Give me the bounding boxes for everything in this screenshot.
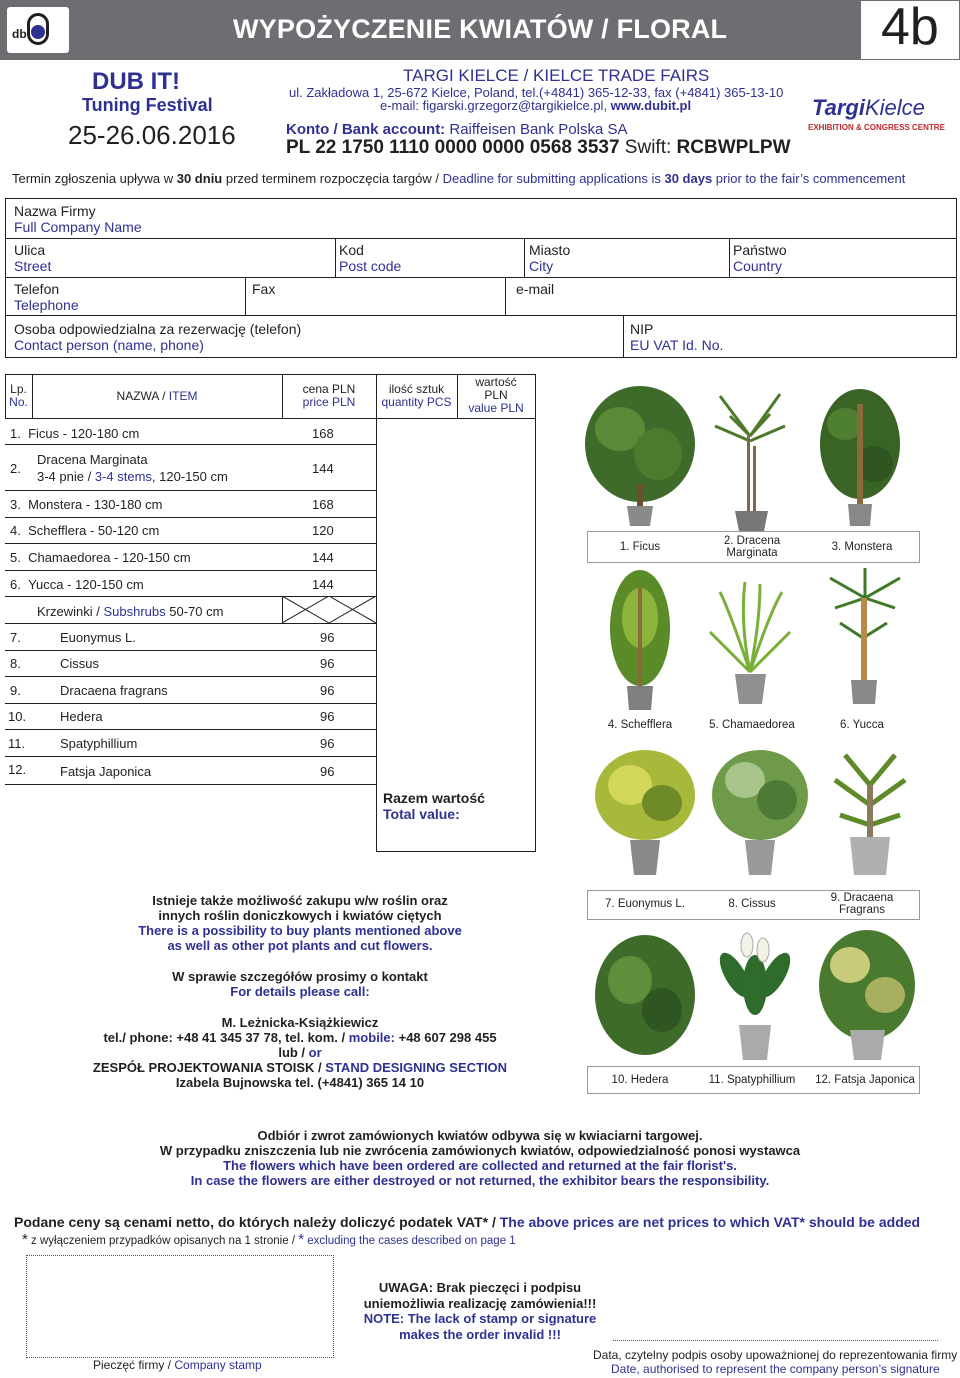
subshrubs-header: Krzewinki / Subshrubs 50-70 cm [37,604,224,619]
row-price: 96 [320,656,335,671]
targi-kielce-logo: TargiKielce EXHIBITION & CONGRESS CENTRE [808,95,945,132]
row-no: 2. [10,461,21,476]
table-row: 4. Schefflera - 50-120 cm [10,523,160,538]
caption-yucca: 6. Yucca [840,719,884,731]
event-dates: 25-26.06.2016 [68,120,236,150]
table-row: 6. Yucca - 120-150 cm [10,577,144,592]
caption-dracena: 2. Dracena Marginata [723,535,781,559]
form-number-badge: 4b [860,0,960,60]
logo-dot-icon [31,25,45,39]
info-line: innych roślin doniczkowych i kwiatów ciętych [158,908,442,923]
row-no: 8. [10,656,21,671]
caption-dracaena-fragrans: 9. Dracaena Fragrans [830,892,894,916]
row-price: 168 [312,497,334,512]
row-price: 96 [320,683,335,698]
country-field[interactable]: Państwo Country [733,242,787,274]
stand-section: ZESPÓŁ PROJEKTOWANIA STOISK / STAND DESIGNING SECTION [92,1060,508,1075]
table-row: Spatyphillium [60,736,138,751]
info-line: lub / or [278,1045,322,1060]
row-price: 168 [312,426,334,441]
row-price: 144 [312,577,334,592]
event-subtitle: Tuning Festival [82,95,213,115]
company-name-field[interactable]: Nazwa Firmy Full Company Name [14,203,142,235]
caption-cissus: 8. Cissus [728,898,776,910]
dracena-image [700,386,800,531]
row-no: 9. [10,683,21,698]
contact-phone: tel./ phone: +48 41 345 37 78, tel. kom. / mobile: +48 607 298 455 [103,1030,497,1045]
page-title: WYPOŻYCZENIE KWIATÓW / FLORAL [233,14,728,44]
row-no: 12. [8,762,27,777]
dracaena-fragrans-image [820,745,920,880]
table-row: Hedera [60,709,103,724]
dubit-logo [7,7,69,53]
table-row: Dracena Marginata 3-4 pnie / 3-4 stems, 120-150 cm [37,452,228,484]
row-no: 11. [8,736,26,751]
city-field[interactable]: Miasto City [529,242,571,274]
vat-id-field[interactable]: NIP EU VAT Id. No. [630,321,724,353]
table-row: 3. Monstera - 130-180 cm [10,497,163,512]
row-price: 96 [320,709,335,724]
hedera-image [590,925,700,1065]
row-price: 144 [312,550,334,565]
note-line: In case the flowers are either destroyed or not returned, the exhibitor bears the responsibility. [190,1173,770,1188]
bank-account: Konto / Bank account: Raiffeisen Bank Polska SA [286,121,628,138]
caption-schefflera: 4. Schefflera [607,719,673,731]
email-field[interactable]: e-mail [516,281,555,297]
table-row: Euonymus L. [60,630,136,645]
note-line: W przypadku zniszczenia lub nie zwrócenia zamówionych kwiatów, odpowiedzialność ponosi wystawca [159,1143,801,1158]
warning-note: UWAGA: Brak pieczęci i podpisu uniemożliwia realizację zamówienia!!! NOTE: The lack of stamp or signature makes the order invalid !!! [363,1280,597,1342]
row-no: 10. [8,709,27,724]
schefflera-image [590,568,690,713]
caption-spatyphillium: 11. Spatyphillium [708,1074,796,1086]
euonymus-image [590,745,700,880]
info-line: W sprawie szczegółów prosimy o kontakt [172,969,428,984]
caption-euonymus: 7. Euonymus L. [605,898,685,910]
spatyphillium-image [705,925,805,1065]
chamaedorea-image [700,572,800,712]
fair-name: TARGI KIELCE / KIELCE TRADE FAIRS [403,66,710,85]
vat-notice: Podane ceny są cenami netto, do których należy doliczyć podatek VAT* / The above prices are net prices to which VAT* should be added [14,1214,921,1230]
contact-person-field[interactable]: Osoba odpowiedzialna za rezerwację (telefon) Contact person (name, phone) [14,321,302,353]
deadline-notice: Termin zgłoszenia upływa w 30 dniu przed terminem rozpoczęcia targów / Deadline for submitting applications is 30 days prior to the fair’s commencement [12,171,906,186]
logo-letters: db [12,27,27,41]
col-value-header: wartość PLN value PLN [468,375,524,415]
info-line: as well as other pot plants and cut flowers. [167,938,433,953]
table-row: Fatsja Japonica [60,764,152,779]
row-price: 96 [320,736,335,751]
company-form [5,198,957,358]
caption-monstera: 3. Monstera [831,541,893,553]
crossed-cell-icon [282,596,376,623]
col-no-header: Lp. No. [9,382,28,409]
table-row: 1. Ficus - 120-180 cm [10,426,140,441]
row-price: 120 [312,523,334,538]
row-no: 7. [10,630,21,645]
signature-label-en: Date, authorised to represent the company person’s signature [611,1362,940,1376]
row-price: 96 [320,764,335,779]
cissus-image [705,745,815,880]
info-line: Istnieje także możliwość zakupu w/w roślin oraz [152,893,448,908]
signature-line[interactable] [613,1340,938,1341]
fair-address: ul. Zakładowa 1, 25-672 Kielce, Poland, tel.(+4841) 365-12-33, fax (+4841) 365-13-10 [289,85,784,100]
col-qty-header: ilość sztuk quantity PCS [381,382,452,409]
fatsja-image [815,925,920,1065]
contact-name: M. Leżnicka-Książkiewicz [221,1015,379,1030]
monstera-image [810,384,910,529]
info-line: For details please call: [230,984,370,999]
total-value: Razem wartość Total value: [383,790,485,822]
caption-chamaedorea: 5. Chamaedorea [709,719,795,731]
fax-field[interactable]: Fax [252,281,276,297]
street-field[interactable]: Ulica Street [14,242,52,274]
signature-label: Data, czytelny podpis osoby upoważnionej do reprezentowania firmy [593,1348,958,1362]
event-name: DUB IT! [92,68,180,95]
table-row: Cissus [60,656,100,671]
ficus-image [580,384,700,529]
info-line: There is a possibility to buy plants mentioned above [138,923,462,938]
postcode-field[interactable]: Kod Post code [339,242,402,274]
caption-fatsja: 12. Fatsja Japonica [815,1074,915,1086]
yucca-image [815,568,915,708]
caption-hedera: 10. Hedera [611,1074,669,1086]
stand-contact: Izabela Bujnowska tel. (+4841) 365 14 10 [175,1075,425,1090]
caption-ficus: 1. Ficus [619,541,661,553]
stamp-label: Pieczęć firmy / Company stamp [93,1358,262,1372]
fair-email: e-mail: figarski.grzegorz@targikielce.pl, www.dubit.pl [380,98,692,113]
company-stamp-area[interactable] [26,1255,334,1358]
note-line: Odbiór i zwrot zamówionych kwiatów odbywa się w kwiaciarni targowej. [257,1128,703,1143]
col-price-header: cena PLN price PLN [302,382,356,409]
row-price: 96 [320,630,335,645]
phone-field[interactable]: Telefon Telephone [14,281,79,313]
table-row: Dracaena fragrans [60,683,168,698]
row-price: 144 [312,461,334,476]
note-line: The flowers which have been ordered are collected and returned at the fair florist's. [223,1158,737,1173]
iban: PL 22 1750 1110 0000 0000 0568 3537 Swift: RCBWPLPW [286,137,791,158]
table-row: 5. Chamaedorea - 120-150 cm [10,550,191,565]
col-item-header: NAZWA / ITEM [116,389,198,403]
vat-footnote: * z wyłączeniem przypadków opisanych na 1 stronie / * excluding the cases described on page 1 [22,1231,516,1248]
